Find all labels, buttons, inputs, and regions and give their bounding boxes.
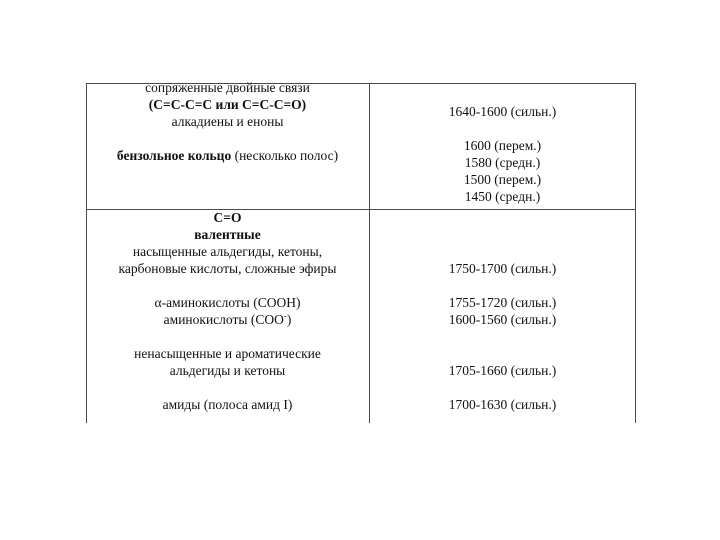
cell-value: 1700-1630 (сильн.) [448,397,557,412]
cell-value: 1500 (перем.) [463,172,542,187]
cell-text: валентные [194,227,261,242]
cell-text [86,311,369,328]
row2-right-cell [369,260,636,413]
cell-text-main: аминокислоты (СОО [163,312,284,327]
cell-text: ненасыщенные и ароматические [134,346,321,361]
cell-value: 1600 (перем.) [463,138,542,153]
cell-text [86,147,369,164]
cell-value: 1450 (средн.) [464,189,541,204]
cell-text-rest: (несколько полос) [231,148,339,163]
cell-text: альдегиды и кетоны [169,363,286,378]
row1-right-cell [369,103,636,205]
cell-text: алкадиены и еноны [171,114,284,129]
row2-left-cell [86,209,369,413]
cell-value: 1705-1660 (сильн.) [448,363,557,378]
cell-value: 1640-1600 (сильн.) [448,104,557,119]
cell-text: карбоновые кислоты, сложные эфиры [118,261,337,276]
cell-text-end: ) [286,312,292,327]
cell-text: С=О [213,210,242,225]
cell-value: 1750-1700 (сильн.) [448,261,557,276]
superscript-minus: - [283,310,287,321]
cell-text: насыщенные альдегиды, кетоны, [132,244,323,259]
cell-value: 1755-1720 (сильн.) [448,295,557,310]
cell-value: 1580 (средн.) [464,155,541,170]
cell-text: (С=С-С=С или С=С-С=О) [148,97,307,112]
cell-text-bold: бензольное кольцо [116,148,232,163]
cell-text: амиды (полоса амид I) [162,397,293,412]
cell-value: 1600-1560 (сильн.) [448,312,557,327]
cell-text: сопряженные двойные связи [145,80,310,95]
row1-left-cell [86,79,369,164]
cell-text: α-аминокислоты (СООН) [154,295,301,310]
